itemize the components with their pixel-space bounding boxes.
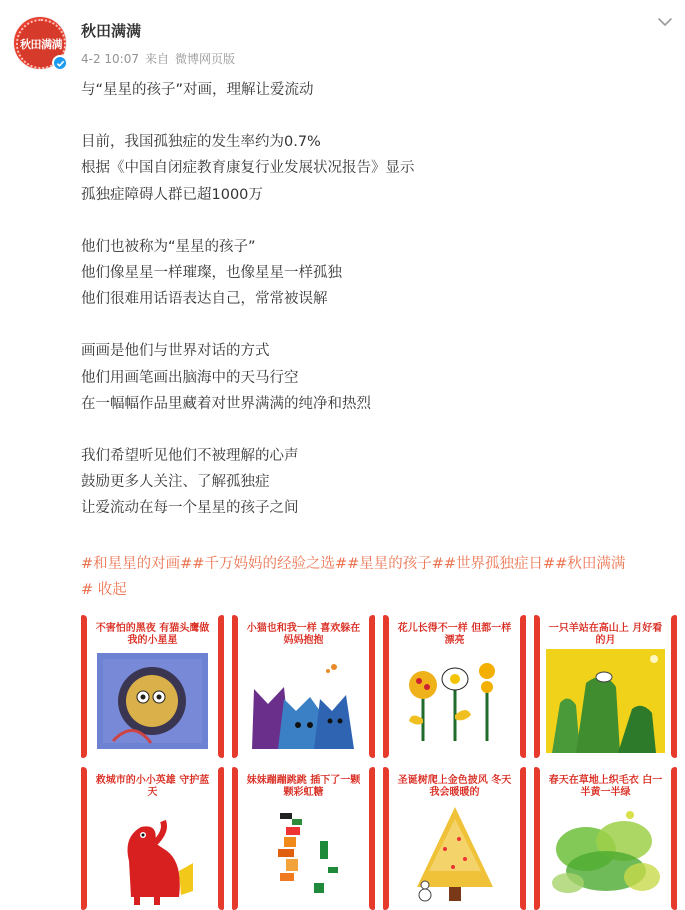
content-line: 让爱流动在每一个星星的孩子之间 — [81, 500, 299, 517]
image-thumb-2[interactable] — [232, 615, 375, 758]
image-caption: 春天在草地上织毛衣 白一半黄一半绿 — [548, 775, 663, 798]
image-caption: 救城市的小小英雄 守护蓝天 — [95, 775, 210, 798]
collapse-link[interactable]: 收起 — [97, 582, 127, 598]
content-line: 画画是他们与世界对话的方式 — [81, 343, 270, 360]
red-edge-left — [232, 615, 238, 758]
candy-drawing-icon — [244, 801, 363, 905]
content-line: 鼓励更多人关注、了解孤独症 — [81, 474, 270, 491]
image-thumb-8[interactable] — [534, 767, 677, 910]
tree-drawing-icon — [395, 801, 514, 905]
image-caption: 不害怕的黑夜 有猫头鹰做我的小星星 — [95, 623, 210, 646]
grass-drawing-icon — [546, 801, 665, 905]
red-edge-left — [232, 767, 238, 910]
avatar-text: 秋田满满 — [20, 38, 62, 51]
image-caption: 圣诞树爬上金色披风 冬天我会暖暖的 — [397, 775, 512, 798]
red-edge-right — [369, 767, 375, 910]
content-line: 目前，我国孤独症的发生率约为0.7% — [81, 134, 321, 151]
red-edge-right — [671, 767, 677, 910]
image-caption: 妹妹蹦蹦跳跳 插下了一颗颗彩虹糖 — [246, 775, 361, 798]
red-edge-left — [534, 767, 540, 910]
image-grid — [81, 615, 681, 910]
red-edge-left — [81, 767, 87, 910]
red-edge-right — [218, 767, 224, 910]
image-thumb-3[interactable] — [383, 615, 526, 758]
cats-drawing-icon — [244, 649, 363, 753]
hashtag-line[interactable]: #和星星的对画##千万妈妈的经验之选##星星的孩子##世界孤独症日##秋田满满 — [81, 556, 626, 572]
line-gap — [81, 417, 661, 443]
verified-badge-icon — [52, 55, 68, 71]
hashtag-mark[interactable]: # — [81, 582, 94, 598]
image-thumb-7[interactable] — [383, 767, 526, 910]
image-caption: 花儿长得不一样 但都一样漂亮 — [397, 623, 512, 646]
content-line: 根据《中国自闭症教育康复行业发展状况报告》显示 — [81, 160, 415, 177]
source-prefix: 来自 — [145, 52, 170, 66]
image-thumb-1[interactable] — [81, 615, 224, 758]
content-line: 在一幅幅作品里藏着对世界满满的纯净和热烈 — [81, 395, 371, 412]
image-thumb-4[interactable] — [534, 615, 677, 758]
red-edge-right — [520, 767, 526, 910]
line-gap — [81, 103, 661, 129]
content-line: 与“星星的孩子”对画，理解让爱流动 — [81, 82, 314, 98]
content-line: 他们也被称为“星星的孩子” — [81, 238, 256, 255]
mountain-drawing-icon — [546, 649, 665, 753]
red-edge-left — [383, 615, 389, 758]
content-line: 孤独症障碍人群已超1000万 — [81, 186, 263, 203]
username-link[interactable]: 秋田满满 — [81, 22, 142, 40]
red-edge-left — [534, 615, 540, 758]
content-line: 我们希望听见他们不被理解的心声 — [81, 448, 299, 465]
post-meta — [81, 50, 241, 67]
hashtags — [81, 551, 681, 603]
post-time[interactable]: 4-2 10:07 — [81, 52, 139, 66]
image-thumb-5[interactable] — [81, 767, 224, 910]
dinosaur-drawing-icon — [93, 801, 212, 905]
red-edge-left — [383, 767, 389, 910]
owl-drawing-icon — [93, 649, 212, 753]
post-content — [81, 77, 661, 522]
image-caption: 小猫也和我一样 喜欢躲在妈妈抱抱 — [246, 623, 361, 646]
image-caption: 一只羊站在高山上 月好看的月 — [548, 623, 663, 646]
flowers-drawing-icon — [395, 649, 514, 753]
image-thumb-6[interactable] — [232, 767, 375, 910]
chevron-down-icon[interactable] — [655, 12, 675, 32]
red-edge-right — [218, 615, 224, 758]
red-edge-right — [369, 615, 375, 758]
line-gap — [81, 208, 661, 234]
line-gap — [81, 312, 661, 338]
post-source: 微博网页版 — [175, 52, 236, 66]
content-line: 他们像星星一样璀璨，也像星星一样孤独 — [81, 265, 342, 282]
red-edge-left — [81, 615, 87, 758]
red-edge-right — [520, 615, 526, 758]
red-edge-right — [671, 615, 677, 758]
content-line: 他们很难用话语表达自己，常常被误解 — [81, 291, 328, 308]
content-line: 他们用画笔画出脑海中的天马行空 — [81, 369, 299, 386]
